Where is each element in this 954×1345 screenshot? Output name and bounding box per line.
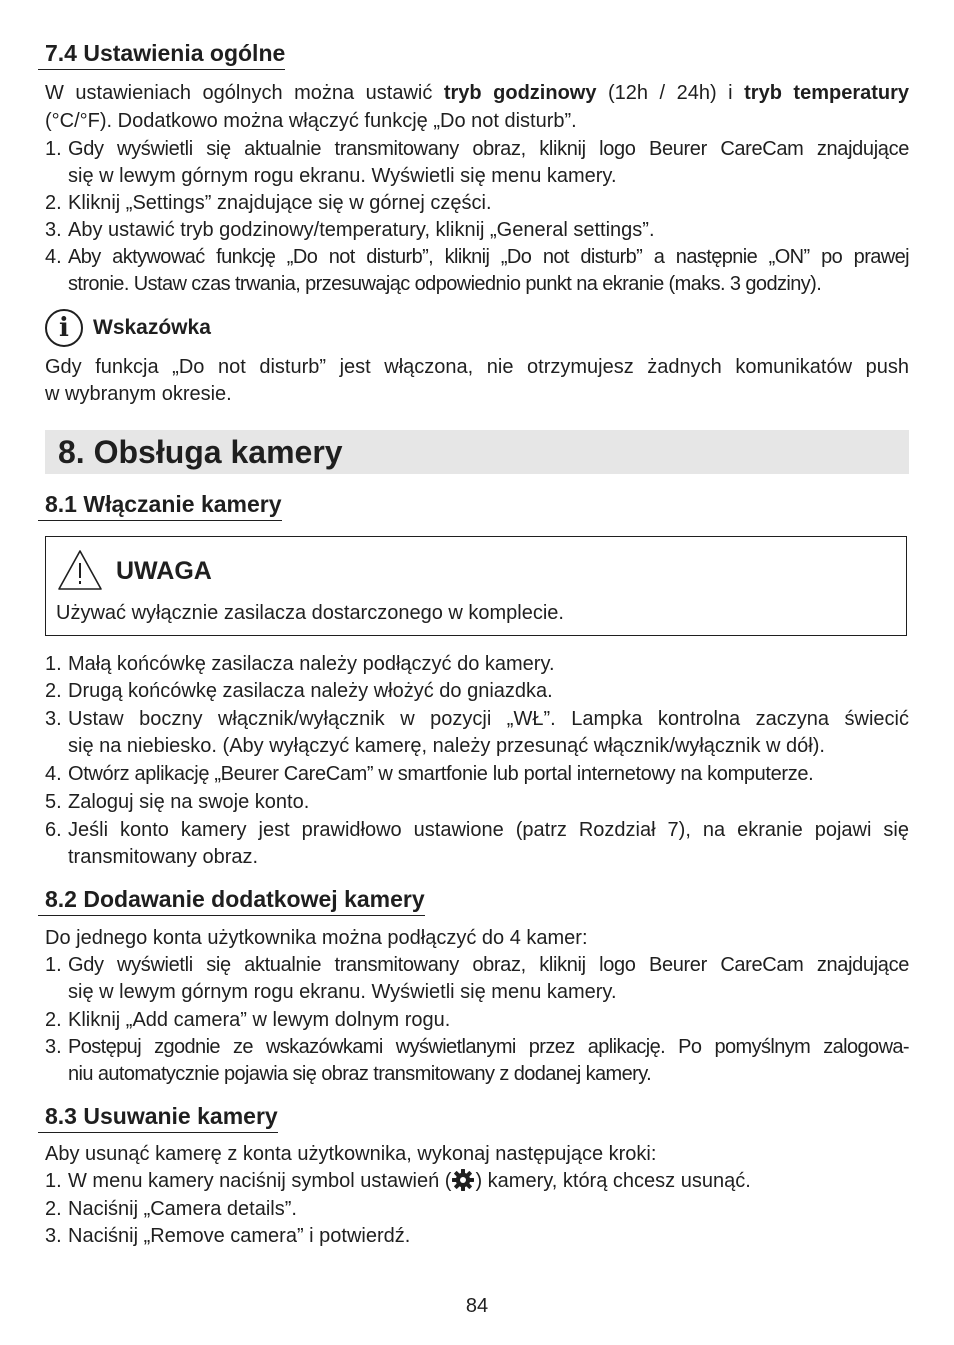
list-text-part: W menu kamery naciśnij symbol ustawień ( xyxy=(68,1170,452,1192)
hint-text-line2: w wybranym okresie. xyxy=(45,383,232,405)
list-number: 1. xyxy=(45,954,62,976)
list-text-part: ) kamery, którą chcesz usunąć. xyxy=(475,1170,751,1192)
list-text: Ustaw boczny włącznik/wyłącznik w pozycji „WŁ”. Lampka kontrolna zaczyna świecić xyxy=(68,708,909,730)
list-text: Naciśnij „Remove camera” i potwierdź. xyxy=(68,1225,411,1247)
list-text: Zaloguj się na swoje konto. xyxy=(68,791,310,813)
list-number: 3. xyxy=(45,1036,62,1058)
warning-title: UWAGA xyxy=(116,557,212,585)
page-number: 84 xyxy=(465,1295,489,1317)
list-number: 1. xyxy=(45,1170,62,1192)
list-text: Aby ustawić tryb godzinowy/temperatury, kliknij „General settings”. xyxy=(68,219,655,241)
list-text: niu automatycznie pojawia się obraz transmitowany z dodanej kamery. xyxy=(68,1063,652,1085)
list-text: stronie. Ustaw czas trwania, przesuwając odpowiednio punkt na ekranie (maks. 3 godziny). xyxy=(68,273,822,295)
list-text: transmitowany obraz. xyxy=(68,846,259,868)
s74-intro-line2: (°C/°F). Dodatkowo można włączyć funkcję „Do not disturb”. xyxy=(45,110,577,132)
list-text: się w lewym górnym rogu ekranu. Wyświetli się menu kamery. xyxy=(68,165,617,187)
list-number: 1. xyxy=(45,138,62,160)
list-number: 3. xyxy=(45,219,62,241)
list-number: 3. xyxy=(45,1225,62,1247)
list-number: 4. xyxy=(45,246,62,268)
hint-title: Wskazówka xyxy=(93,316,211,339)
hint-header xyxy=(45,308,211,348)
list-number: 2. xyxy=(45,192,62,214)
list-number: 2. xyxy=(45,1198,62,1220)
list-text: Gdy wyświetli się aktualnie transmitowany obraz, kliknij logo Beurer CareCam znajdujące xyxy=(68,954,909,976)
heading-8-3: 8.3 Usuwanie kamery xyxy=(38,1103,278,1133)
s74-intro-d: tryb temperatury xyxy=(744,82,910,104)
section-8-title: 8. Obsługa kamery xyxy=(58,434,343,470)
s74-intro-b: tryb godzinowy xyxy=(443,82,597,104)
list-text: Jeśli konto kamery jest prawidłowo ustawione (patrz Rozdział 7), na ekranie pojawi się xyxy=(68,819,909,841)
list-text: Postępuj zgodnie ze wskazówkami wyświetlanymi przez aplikację. Po pomyślnym zalogowa- xyxy=(68,1036,909,1058)
warning-box xyxy=(45,536,907,636)
list-text: Kliknij „Add camera” w lewym dolnym rogu. xyxy=(68,1009,451,1031)
list-text: się w lewym górnym rogu ekranu. Wyświetli się menu kamery. xyxy=(68,981,617,1003)
list-number: 5. xyxy=(45,791,62,813)
s74-intro-c: (12h / 24h) i xyxy=(596,82,745,104)
s83-intro: Aby usunąć kamerę z konta użytkownika, wykonaj następujące kroki: xyxy=(45,1143,657,1165)
hint-text-line1 xyxy=(45,354,909,381)
section-8-bar xyxy=(45,430,909,474)
list-number: 6. xyxy=(45,819,62,841)
list-text: Otwórz aplikację „Beurer CareCam” w smartfonie lub portal internetowy na komputerze. xyxy=(68,763,814,785)
list-number: 2. xyxy=(45,680,62,702)
heading-7-4: 7.4 Ustawienia ogólne xyxy=(38,40,285,70)
s74-intro-line1-text xyxy=(45,80,909,107)
heading-8-1: 8.1 Włączanie kamery xyxy=(38,491,282,521)
list-text: Kliknij „Settings” znajdujące się w górnej części. xyxy=(68,192,492,214)
gear-icon xyxy=(451,1168,475,1192)
s74-intro-a: W ustawieniach ogólnych można ustawić xyxy=(45,82,444,104)
list-text: Gdy wyświetli się aktualnie transmitowany obraz, kliknij logo Beurer CareCam znajdujące xyxy=(68,138,909,160)
list-text xyxy=(68,1168,909,1195)
s82-intro: Do jednego konta użytkownika można podłączyć do 4 kamer: xyxy=(45,927,588,949)
hint-text: Gdy funkcja „Do not disturb” jest włączona, nie otrzymujesz żadnych komunikatów push xyxy=(45,356,909,378)
list-number: 3. xyxy=(45,708,62,730)
list-text: Aby aktywować funkcję „Do not disturb”, kliknij „Do not disturb” a następnie „ON” po prawej xyxy=(68,246,909,268)
list-text: Drugą końcówkę zasilacza należy włożyć do gniazdka. xyxy=(68,680,553,702)
list-number: 2. xyxy=(45,1009,62,1031)
warning-triangle-icon xyxy=(57,549,103,591)
list-text: się na niebiesko. (Aby wyłączyć kamerę, należy przesunąć włącznik/wyłącznik w dół). xyxy=(68,735,825,757)
list-number: 4. xyxy=(45,763,62,785)
list-text: Małą końcówkę zasilacza należy podłączyć do kamery. xyxy=(68,653,555,675)
s74-intro-line1 xyxy=(45,80,909,107)
heading-8-2: 8.2 Dodawanie dodatkowej kamery xyxy=(38,886,425,916)
info-icon: i xyxy=(45,309,83,347)
warning-text: Używać wyłącznie zasilacza dostarczonego w komplecie. xyxy=(56,602,564,624)
list-text: Naciśnij „Camera details”. xyxy=(68,1198,297,1220)
list-number: 1. xyxy=(45,653,62,675)
